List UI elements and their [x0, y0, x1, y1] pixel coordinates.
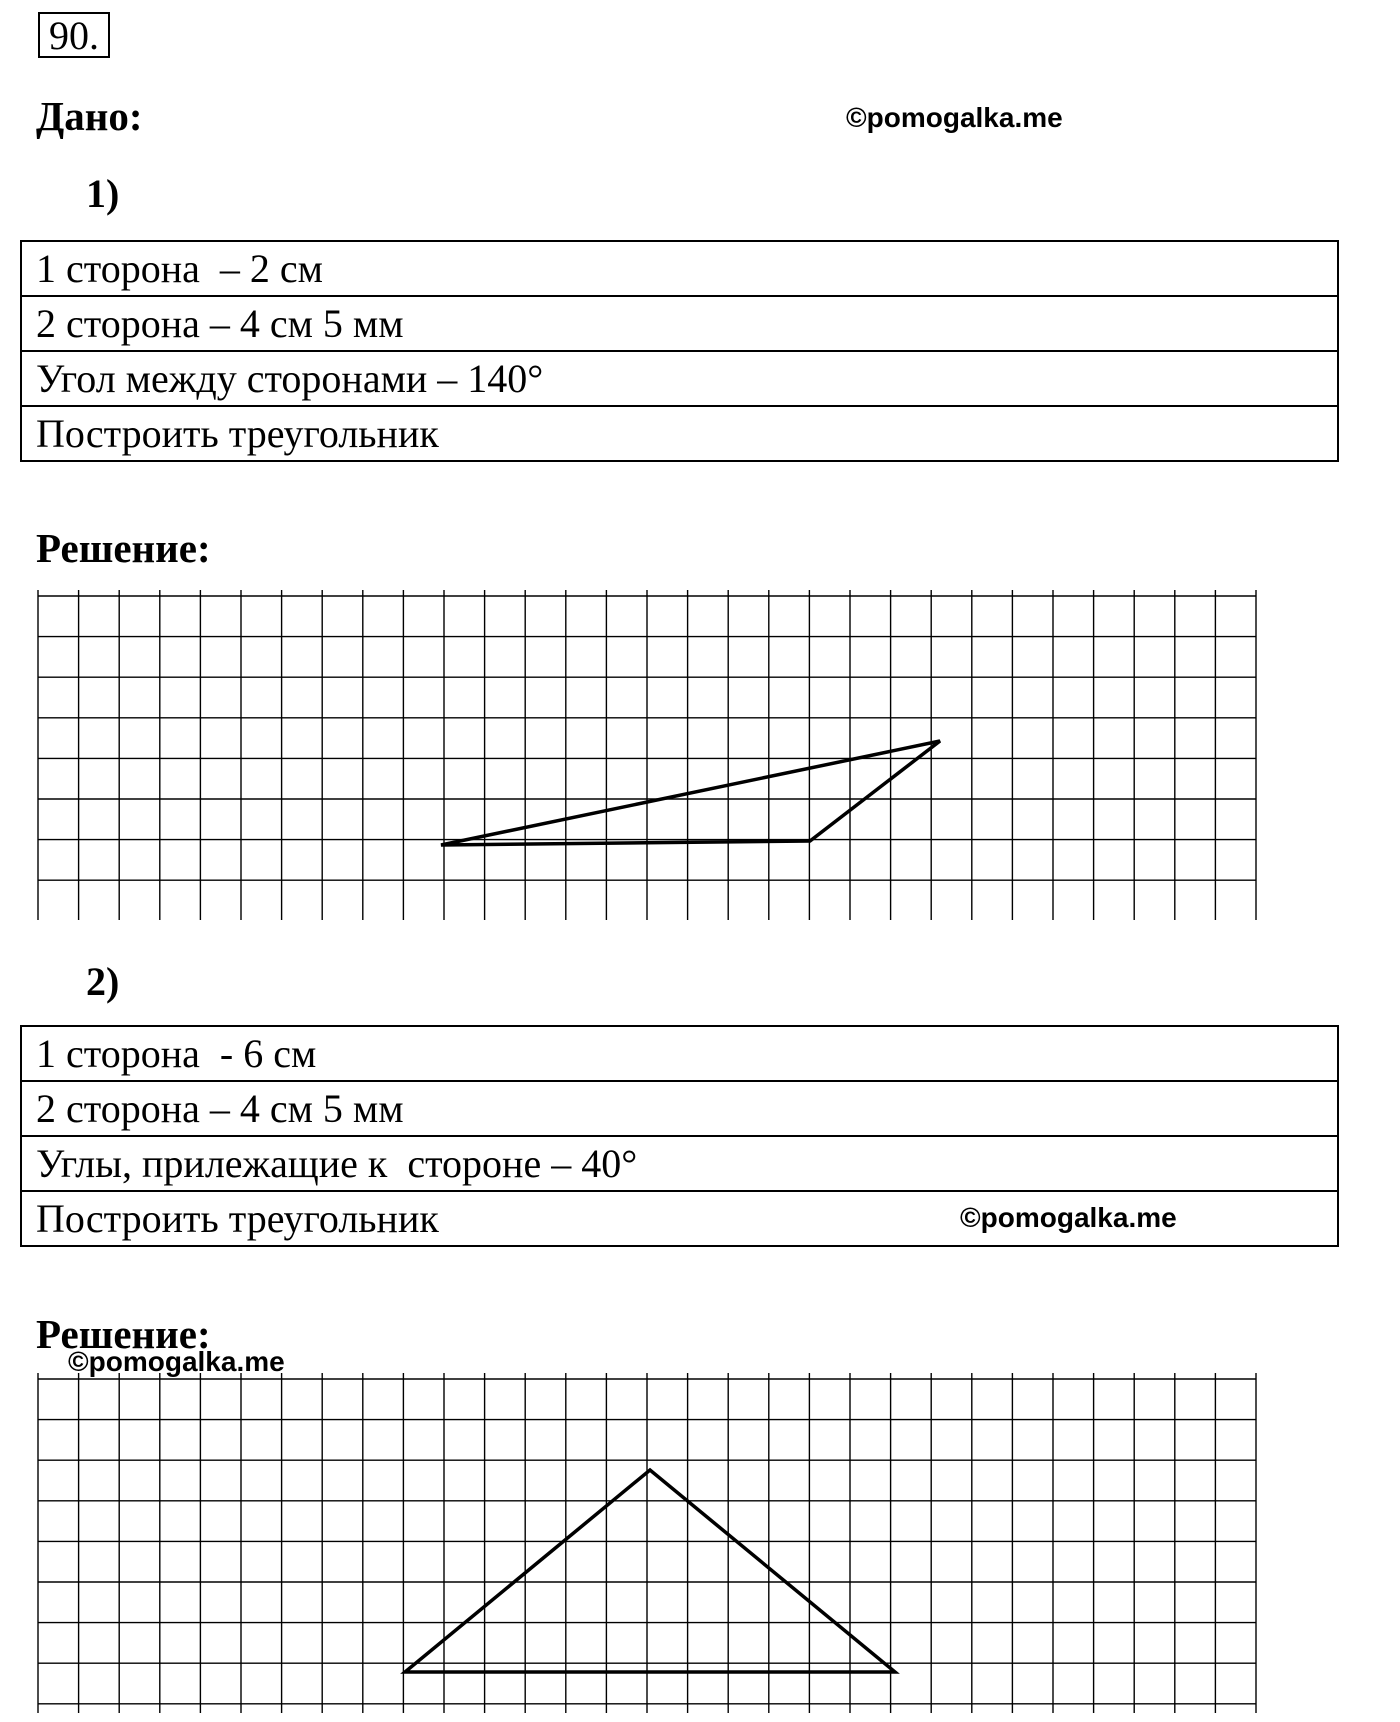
grid-lines	[38, 590, 1256, 920]
task-1-row-2: 2 сторона – 4 см 5 мм	[21, 296, 1338, 351]
task-1-label: 1)	[86, 171, 120, 216]
table-row	[21, 406, 1338, 461]
task-1-given-table	[20, 240, 1339, 462]
task-1-solution-heading: Решение:	[36, 525, 211, 571]
table-row	[21, 351, 1338, 406]
task-2-row-4: Построить треугольник	[21, 1191, 1338, 1246]
task-1-grid	[0, 590, 1400, 930]
table-row	[21, 296, 1338, 351]
task-2-row-2: 2 сторона – 4 см 5 мм	[21, 1081, 1338, 1136]
task-1-row-1: 1 сторона – 2 см	[21, 241, 1338, 296]
grid-lines	[38, 1373, 1256, 1713]
given-heading: Дано:	[36, 93, 143, 139]
table-row	[21, 241, 1338, 296]
watermark-bottom: ©pomogalka.me	[68, 1346, 285, 1377]
triangle-1	[441, 741, 940, 845]
task-2-row-1: 1 сторона - 6 см	[21, 1026, 1338, 1081]
problem-number: 90.	[38, 12, 110, 58]
task-2-grid	[0, 1373, 1400, 1722]
table-row	[21, 1026, 1338, 1081]
table-row	[21, 1136, 1338, 1191]
watermark-top: ©pomogalka.me	[846, 102, 1063, 133]
task-2-row-3: Углы, прилежащие к стороне – 40°	[21, 1136, 1338, 1191]
task-1-row-4: Построить треугольник	[21, 406, 1338, 461]
watermark-middle: ©pomogalka.me	[960, 1202, 1177, 1233]
table-row	[21, 1081, 1338, 1136]
task-2-solution-heading: Решение:	[36, 1311, 211, 1357]
task-2-label: 2)	[86, 959, 120, 1004]
task-1-row-3: Угол между сторонами – 140°	[21, 351, 1338, 406]
